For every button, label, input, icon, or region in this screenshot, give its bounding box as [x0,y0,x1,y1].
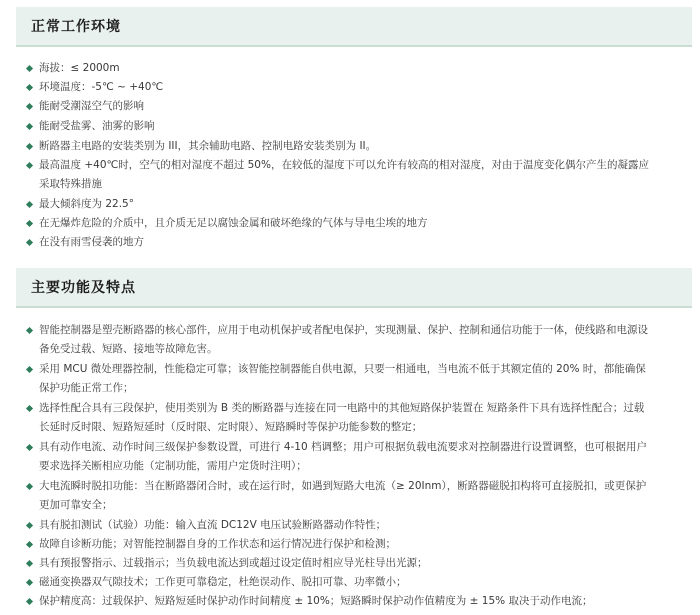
list-item [25,117,693,136]
list-item-text: 环境温度：-5℃ ~ +40℃ [39,81,164,93]
diamond-bullet-icon [26,201,33,208]
list-item-line-1: 最高温度 +40℃时，空气的相对湿度不超过 50%，在较低的湿度下可以允许有较高的相对湿度，对由于温度变化偶尔产生的凝露应 [39,159,649,171]
section-title: 主要功能及特点 [31,280,136,296]
diamond-bullet-icon [26,598,33,605]
list-item-line-2: 更加可靠安全； [39,499,113,511]
diamond-bullet-icon [26,483,33,490]
diamond-bullet-icon [26,405,33,412]
list-item [25,78,693,97]
list-item [25,321,693,359]
diamond-bullet-icon [26,579,33,586]
list-item-text: 能耐受盐雾、油雾的影响 [39,120,155,132]
list-item-line-2: 长延时反时限、短路短延时（反时限、定时限）、短路瞬时等保护功能参数的整定； [39,421,423,433]
list-item-line-1: 采用 MCU 微处理器控制，性能稳定可靠；该智能控制器能自供电源，只要一相通电，当电流不低于其额定值的 20% 时，都能确保 [39,363,646,375]
diamond-bullet-icon [26,84,33,91]
list-item-text: 最大倾斜度为 22.5° [39,198,134,210]
diamond-bullet-icon [26,444,33,451]
diamond-bullet-icon [26,143,33,150]
section-header [16,268,692,308]
list-item-text: 在无爆炸危险的介质中，且介质无足以腐蚀金属和破坏绝缘的气体与导电尘埃的地方 [39,217,428,229]
list-item-text [39,321,693,359]
list-item [25,195,693,214]
list-item-text: 保护精度高：过载保护、短路短延时保护动作时间精度 ± 10%；短路瞬时保护动作值精度为 ± 15% 取决于动作电流； [39,595,593,607]
list-item-text [39,360,693,398]
diamond-bullet-icon [26,220,33,227]
list-item-text [39,438,693,476]
list-item [25,214,693,233]
list-item-text [39,156,693,194]
list-item [25,360,693,398]
list-item [25,156,693,194]
list-item [25,233,693,252]
list-item-text [39,477,693,515]
list-item-line-2: 备免受过载、短路、接地等故障危害。 [39,343,218,355]
diamond-bullet-icon [26,366,33,373]
section-header [16,7,692,47]
list-item-line-2: 采取特殊措施 [39,178,102,190]
list-item-line-1: 选择性配合具有三段保护，使用类别为 B 类的断路器与连接在同一电路中的其他短路保护装置在 短路条件下具有选择性配合；过载 [39,402,645,414]
list-item-text: 海拔：≤ 2000m [39,62,120,74]
diamond-bullet-icon [26,239,33,246]
list-item [25,516,693,535]
list-item-text: 能耐受潮湿空气的影响 [39,100,144,112]
list-item [25,97,693,116]
diamond-bullet-icon [26,103,33,110]
section-title: 正常工作环境 [31,19,121,35]
diamond-bullet-icon [26,522,33,529]
list-item [25,554,693,573]
list-item [25,59,693,78]
list-item-line-1: 具有动作电流、动作时间三级保护参数设置，可进行 4-10 档调整；用户可根据负载电流要求对控制器进行设置调整，也可根据用户 [39,441,648,453]
list-item-text: 磁通变换器双气隙技术；工作更可靠稳定，杜绝误动作、脱扣可靠、功率微小； [39,576,407,588]
diamond-bullet-icon [26,162,33,169]
list-item [25,592,693,611]
diamond-bullet-icon [26,560,33,567]
list-item-text: 具有预报警指示、过载指示；当负载电流达到或超过设定值时相应导光柱导出光源； [39,557,428,569]
list-item [25,535,693,554]
list-item-line-2: 要求选择关断相应功能（定制功能，需用户定货时注明）； [39,460,307,472]
list-item-line-1: 大电流瞬时脱扣功能：当在断路器闭合时，或在运行时，如遇到短路大电流（≥ 20Inm），断路器磁脱扣构将可直接脱扣，或更保护 [39,480,647,492]
list-item-line-1: 智能控制器是塑壳断路器的核心部件，应用于电动机保护或者配电保护，实现测量、保护、控制和通信功能于一体，使线路和电源设 [39,324,648,336]
list-item-text: 断路器主电路的安装类别为 III，其余辅助电路、控制电路安装类别为 II。 [39,140,377,152]
diamond-bullet-icon [26,541,33,548]
diamond-bullet-icon [26,123,33,130]
list-item [25,573,693,592]
diamond-bullet-icon [26,327,33,334]
diamond-bullet-icon [26,65,33,72]
list-item [25,137,693,156]
list-item-text [39,399,693,437]
list-item [25,399,693,437]
list-item-text: 在没有雨雪侵袭的地方 [39,236,144,248]
list-item [25,438,693,476]
list-item-line-2: 保护功能正常工作； [39,382,134,394]
list-item [25,477,693,515]
list-item-text: 故障自诊断功能；对智能控制器自身的工作状态和运行情况进行保护和检测； [39,538,396,550]
list-item-text: 具有脱扣测试（试验）功能：输入直流 DC12V 电压试验断路器动作特性； [39,519,387,531]
